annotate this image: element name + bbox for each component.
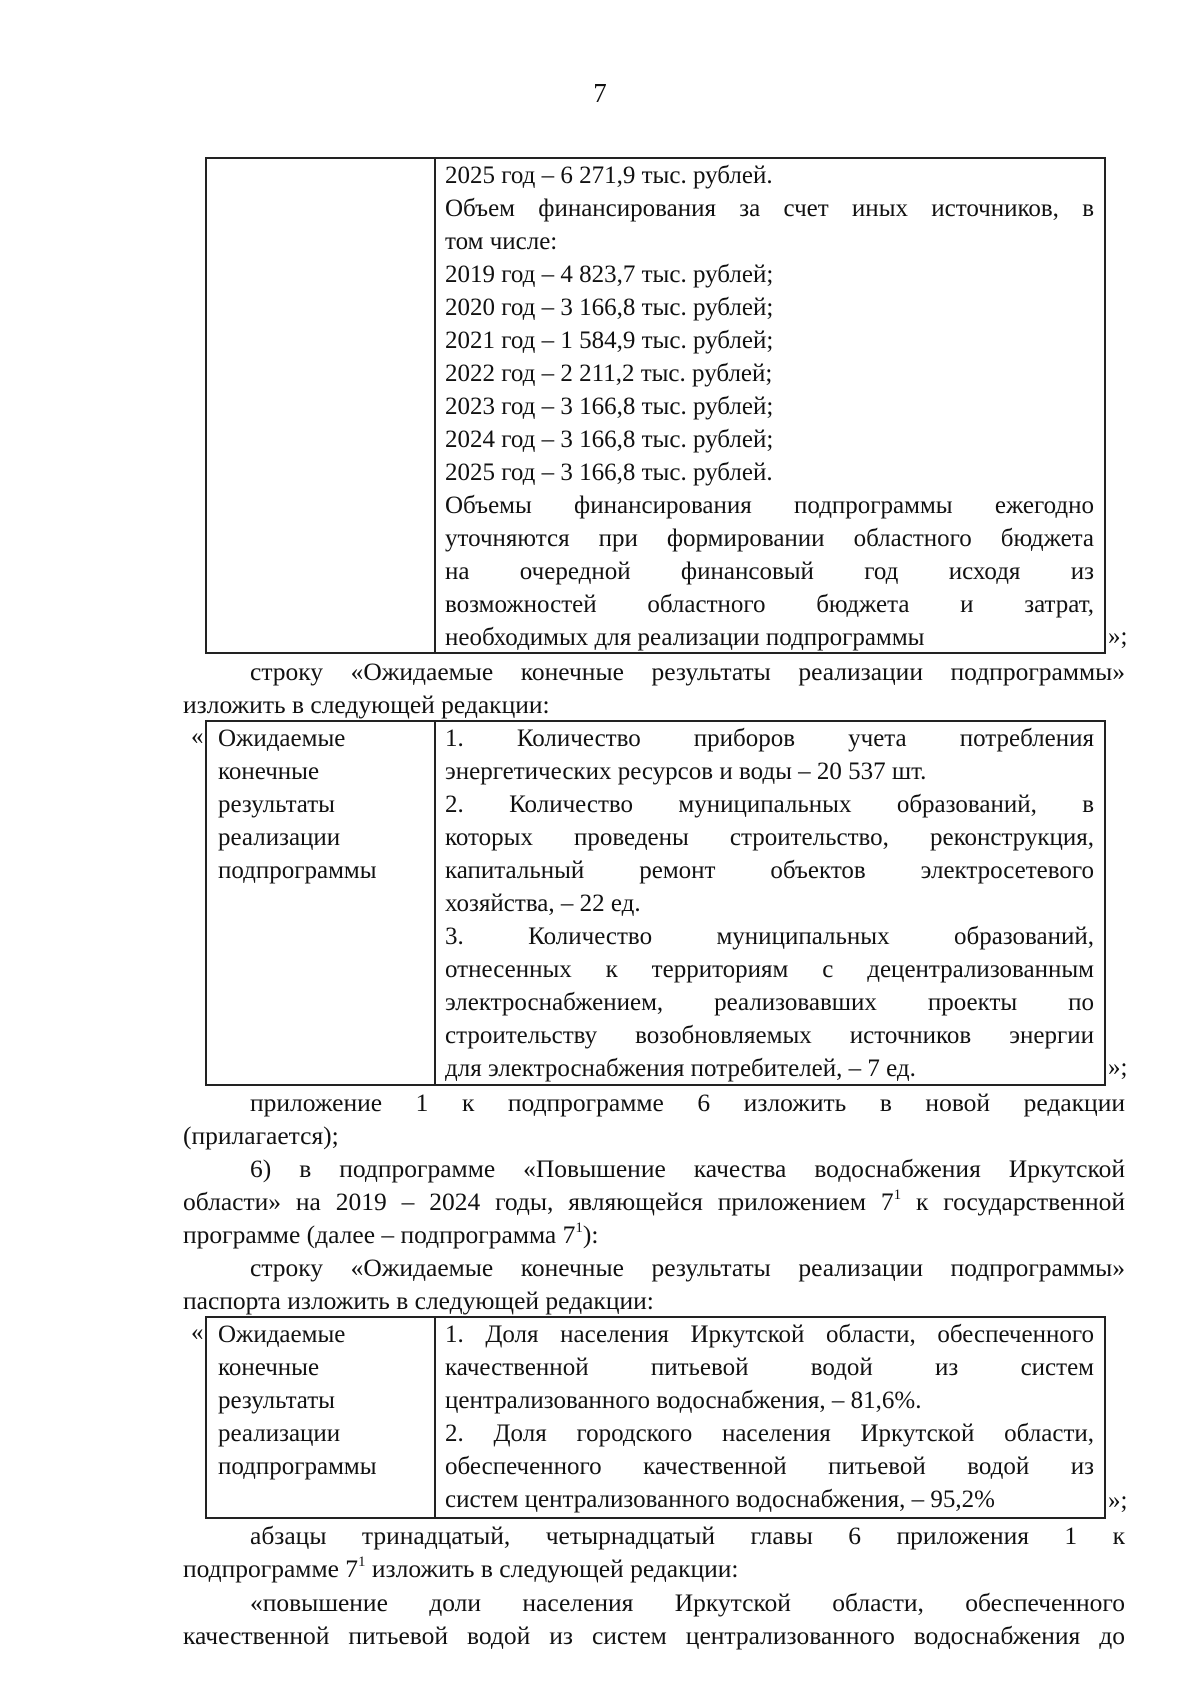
paragraph-subprogram-6 — [183, 1152, 1125, 1251]
text-line: электроснабжением, реализовавших проекты по — [445, 989, 1094, 1016]
label-line: Ожидаемые — [218, 725, 346, 752]
results-table-2-label-cell — [207, 1318, 436, 1517]
results-table-1-value-cell — [436, 722, 1104, 1084]
text-fragment: подпрограмме 7 — [183, 1554, 359, 1583]
text-line: централизованного водоснабжения, – 81,6%. — [445, 1387, 922, 1414]
paragraph-row-instruction-2 — [183, 1251, 1125, 1317]
text-line: изложить в следующей редакции: — [183, 690, 550, 719]
text-line: 3. Количество муниципальных образований, — [445, 923, 1094, 950]
text-line: 2. Количество муниципальных образований, в — [445, 791, 1094, 818]
text-line: Объем финансирования за счет иных источников, в — [445, 195, 1094, 222]
text-line: 2021 год – 1 584,9 тыс. рублей; — [445, 327, 774, 354]
label-line: конечные — [218, 758, 320, 785]
text-line: 1. Доля населения Иркутской области, обеспеченного — [445, 1321, 1094, 1348]
results-table-1 — [205, 720, 1106, 1086]
text-line: приложение 1 к подпрограмме 6 изложить в новой редакции — [250, 1088, 1125, 1117]
text-line: для электроснабжения потребителей, – 7 ед. — [445, 1055, 916, 1082]
text-line: хозяйства, – 22 ед. — [445, 890, 641, 917]
text-line: на очередной финансовый год исходя из — [445, 558, 1094, 585]
results-table-2 — [205, 1316, 1106, 1519]
text-line: 2025 год – 3 166,8 тыс. рублей. — [445, 459, 773, 486]
text-line: которых проведены строительство, реконструкция, — [445, 824, 1094, 851]
text-line: систем централизованного водоснабжения, – 95,2% — [445, 1486, 995, 1513]
funding-table-right-cell — [436, 159, 1104, 652]
text-fragment: изложить в следующей редакции: — [365, 1554, 739, 1583]
funding-table — [205, 157, 1106, 654]
text-line: 6) в подпрограмме «Повышение качества водоснабжения Иркутской — [250, 1154, 1125, 1183]
text-line: 2023 год – 3 166,8 тыс. рублей; — [445, 393, 774, 420]
text-fragment: ): — [582, 1220, 599, 1249]
opening-quote: « — [191, 1319, 204, 1346]
closing-quote: »; — [1108, 1487, 1128, 1514]
text-line: строительству возобновляемых источников энергии — [445, 1022, 1094, 1049]
label-line: реализации — [218, 824, 341, 851]
text-line: обеспеченного качественной питьевой водой из — [445, 1453, 1094, 1480]
text-line: том числе: — [445, 228, 558, 255]
label-line: конечные — [218, 1354, 320, 1381]
text-line: необходимых для реализации подпрограммы — [445, 624, 925, 651]
text-line: 2024 год – 3 166,8 тыс. рублей; — [445, 426, 774, 453]
text-line: строку «Ожидаемые конечные результаты реализации подпрограммы» — [250, 657, 1125, 686]
text-line: Объемы финансирования подпрограммы ежегодно — [445, 492, 1094, 519]
paragraph-new-wording — [183, 1586, 1125, 1652]
text-fragment: области» на 2019 – 2024 годы, являющейся приложением 7 — [183, 1187, 894, 1216]
closing-quote: »; — [1108, 1054, 1128, 1081]
funding-table-left-cell — [207, 159, 436, 652]
text-line: (прилагается); — [183, 1121, 339, 1150]
text-line: 2020 год – 3 166,8 тыс. рублей; — [445, 294, 774, 321]
opening-quote: « — [191, 723, 204, 750]
label-line: Ожидаемые — [218, 1321, 346, 1348]
label-line: подпрограммы — [218, 1453, 377, 1480]
results-table-1-label-cell — [207, 722, 436, 1084]
superscript: 1 — [893, 1186, 902, 1203]
text-line: уточняются при формировании областного бюджета — [445, 525, 1094, 552]
page-number: 7 — [593, 78, 607, 108]
label-line: подпрограммы — [218, 857, 377, 884]
text-line: энергетических ресурсов и воды – 20 537 шт. — [445, 758, 927, 785]
label-line: реализации — [218, 1420, 341, 1447]
superscript: 1 — [575, 1219, 583, 1236]
text-line: 2022 год – 2 211,2 тыс. рублей; — [445, 360, 773, 387]
text-line: строку «Ожидаемые конечные результаты реализации подпрограммы» — [250, 1253, 1125, 1282]
paragraph-appendix — [183, 1086, 1125, 1152]
text-line: качественной питьевой водой из систем централизованного водоснабжения до — [183, 1621, 1125, 1650]
text-line: 2019 год – 4 823,7 тыс. рублей; — [445, 261, 774, 288]
label-line: результаты — [218, 791, 335, 818]
paragraph-row-instruction — [183, 655, 1125, 721]
label-line: результаты — [218, 1387, 335, 1414]
text-line: «повышение доли населения Иркутской области, обеспеченного — [250, 1588, 1125, 1617]
text-line: 1. Количество приборов учета потребления — [445, 725, 1094, 752]
paragraph-chapter-6 — [183, 1519, 1125, 1585]
text-line: капитальный ремонт объектов электросетевого — [445, 857, 1094, 884]
superscript: 1 — [358, 1553, 366, 1570]
text-line: 2. Доля городского населения Иркутской области, — [445, 1420, 1094, 1447]
text-line: паспорта изложить в следующей редакции: — [183, 1286, 654, 1315]
text-line: 2025 год – 6 271,9 тыс. рублей. — [445, 162, 773, 189]
text-line: качественной питьевой водой из систем — [445, 1354, 1094, 1381]
text-line: отнесенных к территориям с децентрализованным — [445, 956, 1094, 983]
text-line: абзацы тринадцатый, четырнадцатый главы 6 приложения 1 к — [250, 1521, 1125, 1550]
text-fragment: к государственной — [901, 1187, 1125, 1216]
results-table-2-value-cell — [436, 1318, 1104, 1517]
text-line: возможностей областного бюджета и затрат, — [445, 591, 1094, 618]
text-fragment: программе (далее – подпрограмма 7 — [183, 1220, 576, 1249]
closing-quote: »; — [1108, 623, 1128, 650]
